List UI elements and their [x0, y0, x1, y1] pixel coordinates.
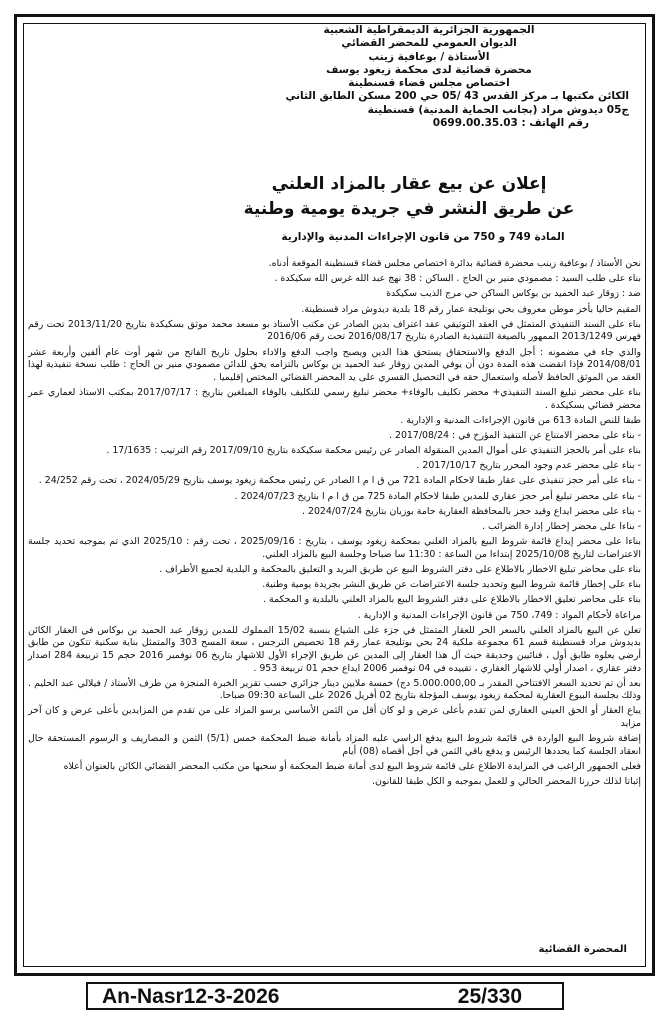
paragraph: بناء على محاضر تعليق الاخطار بالاطلاع على دفتر الشروط البيع بالمزاد العلني بالبلدية و المحكمة . [263, 594, 641, 606]
paragraph: - بناءا على محضر إخطار إدارة الضرائب . [482, 521, 641, 532]
announcement-body [28, 258, 641, 791]
court-line: محضرة قضائية لدى محكمة زيغود يوسف [326, 63, 532, 76]
paragraph: إضافة شروط البيع الواردة في قائمة شروط البيع يدفع الراسي عليه المزاد بأمانة ضبط المحكمة خمس (5/1) الثمن و المصاريف و الرسوم المستحقة حال انعقاد الجلسة كما يحددها الرئيس و يدفع باقي الثمن في أجل أقصاه (08) أيام [28, 733, 641, 757]
address-line-1: الكائن مكتبها بـ مركز القدس 43 /05 حي 200 مسكن الطابق الثاني [285, 90, 629, 103]
publication-date: An-Nasr12-3-2026 [102, 985, 280, 1008]
letterhead [209, 24, 649, 130]
office-line: الديوان العمومي للمحضر القضائي [341, 37, 517, 50]
republic-line: الجمهورية الجزائرية الديمقراطية الشعبية [323, 24, 535, 36]
paragraph: بناء على محضر تبليغ السند التنفيذي+ محضر تكليف بالوفاء+ محضر تبليغ رسمي للتكليف بالوفاء المبلغين بتاريخ : 2017/07/17 بمكتب الاستاذ لعماري عمر محضر قضائي بسكيكدة . [28, 386, 641, 411]
paragraph: ضد : زوقار عبد الحميد بن بوكاس الساكن حي مرج الذيب سكيكدة [386, 288, 641, 300]
paragraph: بناء على طلب السيد : مصمودي منير بن الحاج . الساكن : 38 نهج عبد الله غرس الله سكيكدة . [274, 273, 641, 285]
paragraph: - بناء على محضر ايداع وقيد حجز بالمحافظة العقارية حامة بوزيان بتاريخ 2024/07/24 . [302, 505, 641, 517]
paragraph: - بناء على محضر الامتناع عن التنفيذ المؤرخ في : 2017/08/24 . [389, 429, 641, 441]
bailiff-name: الأستاذة / بوعافية زينب [368, 50, 490, 63]
paragraph: يباع العقار أو الحق العيني العقاري لمن تقدم بأعلى عرض و لو كان أقل من الثمن الأساسي برسو المزاد على من تقدم من المزايدين بأعلى عرض و كان آخر مزايد [28, 705, 641, 730]
paragraph: بناء على إخطار قائمة شروط البيع وتحديد جلسة الاعتراضات عن طريق النشر بجريدة يومية وطنية. [262, 579, 641, 591]
paragraph: إثباتا لذلك حررنا المحضر الحالي و للعمل بموجبه و الكل طبقا للقانون. [371, 776, 641, 788]
title-line-2: عن طريق النشر في جريدة يومية وطنية [243, 199, 575, 219]
paragraph: فعلى الجمهور الراغب في المزايدة الاطلاع على قائمة شروط البيع لدى أمانة ضبط المحكمة أو سحبها من مكتب المحضر القضائي الكائن بالعنوان أعلاه [63, 761, 641, 773]
paragraph: طبقا للنص المادة 613 من قانون الإجراءات المدنية و الإدارية . [400, 414, 641, 426]
paragraph: المقيم حاليا بأخر موطن معروف بحي بوتليجة عمار رقم 18 بلدية ديدوش مراد قسنطينة. [301, 303, 641, 315]
title-line-1: إعلان عن بيع عقار بالمزاد العلني [271, 174, 547, 194]
signature-label: المحضرة القضائية [538, 944, 627, 955]
paragraph: - بناء على أمر حجز تنفيذي على عقار طبقا لاحكام المادة 721 من ق ا م ا الصادر عن رئيس محكمة زيغود يوسف بتاريخ 2024/05/29 ، تحت رقم 24/252 . [38, 475, 641, 487]
paragraph: بناء على محاضر تبليغ الاخطار بالاطلاع على دفتر الشروط البيع عن طريق البريد و التعليق بالمحكمة و البلدية لجميع الأطراف . [159, 563, 641, 575]
paragraph: مراعاة لأحكام المواد : 749، 750 من قانون الإجراءات المدنية و الإدارية . [357, 609, 641, 621]
address-line-2: ج05 ديدوش مراد (بجانب الحماية المدنية) قسنطينة [367, 103, 629, 116]
jurisdiction-line: اختصاص مجلس قضاء قسنطينة [348, 77, 510, 90]
paragraph: بناء على أمر بالحجز التنفيذي على أموال المدين المنقولة الصادر عن رئيس محكمة سكيكدة بتاريخ 2017/09/10 رقم الترتيب : 17/1635 . [106, 445, 641, 457]
phone-line: رقم الهاتف : 0699.00.35.03 [432, 117, 589, 130]
paragraph: نحن الأستاذ / بوعافية زينب محضرة قضائية بدائرة اختصاص مجلس قضاء قسنطينة الموقعة أدناه. [268, 258, 641, 269]
announcement-title [169, 172, 649, 222]
publication-footer [86, 982, 564, 1010]
paragraph: - بناء على محضر عدم وجود المحرر بتاريخ 2017/10/17 . [416, 460, 641, 472]
paragraph: بعد أن تم تحديد السعر الافتتاحي المقدر بـ 5.000.000,00 دج) خمسة ملايين دينار جزائري حسب تقرير الخبرة المنجزة من طرف الأستاذ / فيلالي عبد الحليم . وذلك بجلسة البيوع العقارية لمحكمة زيغود يوسف المؤجلة بتاريخ 02 أفريل 2026 على الساعة 09:30 صباحا. [28, 677, 641, 702]
paragraph: - بناء على محضر تبليغ أمر حجز عقاري للمدين طبقا لاحكام المادة 725 من ق ا م ا بتاريخ 2024/07/23 . [234, 490, 641, 502]
legal-article-reference: المادة 749 و 750 من قانون الإجراءات المدنية والإدارية [281, 231, 565, 243]
paragraph: تعلن عن البيع بالمزاد العلني بالسعر الحر للعقار المتمثل في جزء على الشياع بنسبة 15/02 المملوك للمدين زوقار عبد الحميد بن بوكاس في العقار الكائن بديدوش مراد قسنطينة قسم 61 مجموعة ملكية 24 بحي بوتليجة عمار رقم 18 تحصيص الترجس ، سعة المسح 303 والمتمثل بناية سكنية تتكون من طابق أرضي يعلوه طابق أول ، فنائيين وحديقة حيث آل هذا العقار إلى المدين عن طريق الإجراء الأول للاشهار بتاريخ 06 نوفمبر 2016 حجم 15 تربيعة 284 اصدار دفتر عقاري ، اصدار أولي للاشهار العقاري ، تقييده في 04 نوفمبر 2006 ايداع حجم 01 تربيعة 953 . [28, 624, 642, 674]
paragraph: بناءا على محضر إيداع قائمة شروط البيع بالمزاد العلني بمحكمة زيغود يوسف ، بتاريخ : 2025/09/16 ، تحت رقم : 2025/10 الذي تم بموجبه تحديد جلسة الاعتراضات لتاريخ 2025/10/08 إبتداءا من الساعة : 11:30 سا صباحا وجلسة البيع بالمزاد العلني. [28, 536, 641, 560]
paragraph: والذي جاء في مضمونه : أجل الدفع والاستحقاق يستحق هذا الدين ويصبح واجب الدفع والاداء بحلول تاريخ الفاتح من شهر أوت عام ألفين وأربعة عشر 2014/08/01 فإذا انقضت هذه المدة دون أن يوفي المدين زوقار عبد الحميد بن بوكاس بالتزامه يحق للدائن مصمودي منير بن الحاج : طلب نسخة تنفيذية لهذا العقد من الموثق الحافظ لأصله واستعمال حقه في التحصيل القسري على يد المحضر القضائي المختص إقليميا . [28, 346, 641, 383]
page-number: 25/330 [457, 985, 522, 1008]
paragraph: بناء على السند التنفيذي المتمثل في العقد التوثيقي عقد اعتراف بدين الصادر عن مكتب الأستاذ بو مسعد محمد موثق بسكيكدة بتاريخ 2013/11/20 تحت رقم فهرس 2013/1249 الممهور بالصيغة التنفيذية الصادرة بتاريخ 2016/08/17 تحت رقم 2016/06 [28, 318, 641, 343]
